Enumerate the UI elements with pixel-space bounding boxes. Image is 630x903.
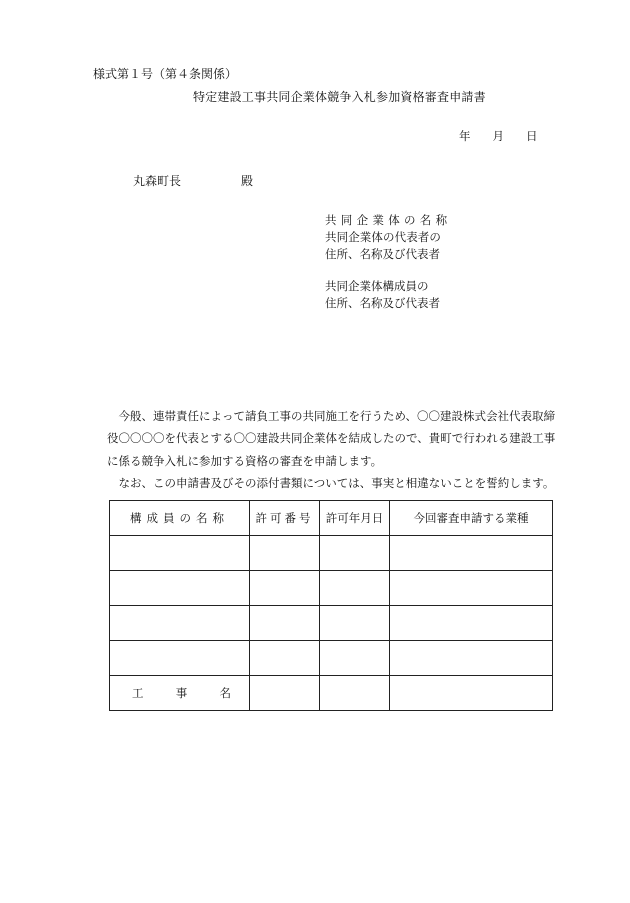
applicant-member-label-1: 共同企業体構成員の <box>325 279 429 293</box>
members-table <box>109 500 553 711</box>
applied-category-cell[interactable] <box>390 536 553 571</box>
header-applied-category: 今回審査申請する業種 <box>390 501 553 536</box>
table-row <box>110 536 553 571</box>
applied-category-cell[interactable] <box>390 571 553 606</box>
license-number-cell[interactable] <box>250 606 320 641</box>
table-row <box>110 606 553 641</box>
license-number-cell[interactable] <box>250 641 320 676</box>
project-name-value-cell[interactable] <box>250 676 320 711</box>
document-title: 特定建設工事共同企業体競争入札参加資格審査申請書 <box>193 90 486 104</box>
applied-category-cell[interactable] <box>390 641 553 676</box>
license-date-cell[interactable] <box>320 641 390 676</box>
header-member-name: 構成員の名称 <box>110 501 250 536</box>
body-paragraph-2: なお、この申請書及びその添付書類については、事実と相違ないことを誓約します。 <box>118 476 555 491</box>
license-date-cell[interactable] <box>320 606 390 641</box>
form-number: 様式第１号（第４条関係） <box>93 67 238 81</box>
applicant-jv-name-label: 共同企業体の名称 <box>325 213 452 227</box>
body-paragraph-1-line-1: 今般、連帯責任によって請負工事の共同施工を行うため、〇〇建設株式会社代表取締 <box>118 409 556 423</box>
license-date-cell[interactable] <box>320 571 390 606</box>
license-date-cell[interactable] <box>320 536 390 571</box>
body-paragraph-1-line-3: に係る競争入札に参加する資格の審査を申請します。 <box>107 453 383 468</box>
application-body <box>107 405 567 495</box>
project-name-label-char-2: 事 <box>175 686 188 700</box>
applicant-representative-label-1: 共同企業体の代表者の <box>325 230 441 244</box>
project-name-value-cell[interactable] <box>320 676 390 711</box>
applicant-representative-label-2: 住所、名称及び代表者 <box>325 247 440 261</box>
project-name-value-cell[interactable] <box>390 676 553 711</box>
project-name-label-char-1: 工 <box>132 686 144 700</box>
addressee-name: 丸森町長 <box>133 174 182 188</box>
member-name-cell[interactable] <box>110 536 250 571</box>
date-line <box>459 131 538 143</box>
date-month-label: 月 <box>492 129 504 143</box>
table-header-row <box>110 501 553 536</box>
addressee-honorific: 殿 <box>241 174 254 188</box>
date-year-label: 年 <box>459 129 471 143</box>
applicant-member-label-2: 住所、名称及び代表者 <box>325 296 440 310</box>
member-name-cell[interactable] <box>110 641 250 676</box>
header-license-date: 許可年月日 <box>320 501 390 536</box>
addressee <box>133 175 253 187</box>
body-paragraph-1-line-2: 役〇〇〇〇を代表とする〇〇建設共同企業体を結成したので、貴町で行われる建設工事 <box>107 431 556 446</box>
license-number-cell[interactable] <box>250 536 320 571</box>
license-number-cell[interactable] <box>250 571 320 606</box>
table-row <box>110 571 553 606</box>
date-day-label: 日 <box>526 129 538 143</box>
table-footer-row <box>110 676 553 711</box>
project-name-label-char-3: 名 <box>219 686 231 700</box>
project-name-label <box>110 676 250 711</box>
table-row <box>110 641 553 676</box>
header-license-number: 許可番号 <box>250 501 320 536</box>
member-name-cell[interactable] <box>110 606 250 641</box>
member-name-cell[interactable] <box>110 571 250 606</box>
applied-category-cell[interactable] <box>390 606 553 641</box>
